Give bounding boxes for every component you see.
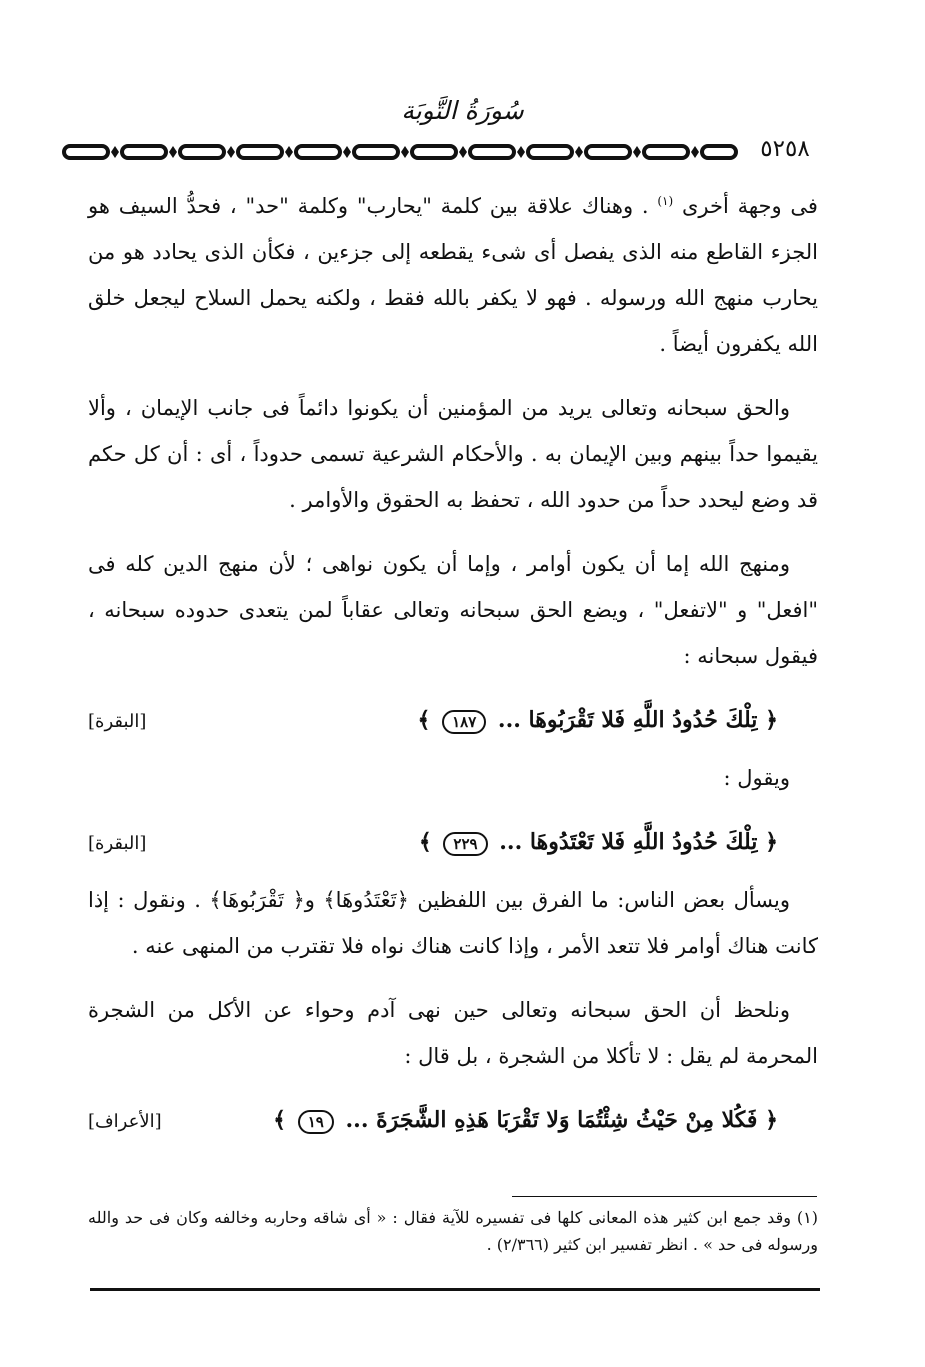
paragraph-5: ونلحظ أن الحق سبحانه وتعالى حين نهى آدم وحواء عن الأكل من الشجرة المحرمة لم يقل : لا تأكلا من الشجرة ، بل قال : xyxy=(88,998,818,1068)
footnote-ref: (١) xyxy=(657,194,674,208)
says-line: ويقول : xyxy=(723,766,790,790)
paragraph-3: ومنهج الله إما أن يكون أوامر ، وإما أن يكون نواهى ؛ لأن منهج الدين كله فى "افعل" و "لاتفعل" ، ويضع الحق سبحانه وتعالى عقاباً لمن يتعدى حدوده سبحانه ، فيقول سبحانه : xyxy=(88,552,818,668)
main-text xyxy=(88,178,818,1155)
surah-reference: [البقرة] xyxy=(88,711,147,732)
verse-3: ﴿ فَكُلا مِنْ حَيْثُ شِئْتُمَا وَلا تَقْرَبَا هَذِهِ الشَّجَرَةَ ... ١٩ ﴾ [الأعراف] xyxy=(88,1097,818,1155)
surah-title: سُورَةُ التَّوبَة xyxy=(401,96,524,125)
paragraph-1: فى وجهة أخرى $^{(١)}$ . وهناك علاقة بين كلمة "يحارب" وكلمة "حد" ، فحدُّ السيف هو الجزء القاطع منه الذى يفصل أى شىء يقطعه إلى جزءين ، فكأن الذى يحادد هو من يحارب منهج الله ورسوله . فهو لا يكفر بالله فقط ، ولكنه يحمل السلاح ليجعل خلق الله يكفرون أيضاً . xyxy=(88,194,818,356)
verse-text: فَكُلا مِنْ حَيْثُ شِئْتُمَا وَلا تَقْرَبَا هَذِهِ الشَّجَرَةَ ... xyxy=(345,1107,758,1133)
verse-text: تِلْكَ حُدُودُ اللَّهِ فَلا تَعْتَدُوهَا ... xyxy=(499,829,758,855)
verse-2: ﴿ تِلْكَ حُدُودُ اللَّهِ فَلا تَعْتَدُوهَا ... ٢٢٩ ﴾ [البقرة] xyxy=(88,819,818,877)
surah-reference: [الأعراف] xyxy=(88,1111,162,1132)
surah-reference: [البقرة] xyxy=(88,833,147,854)
page-number: ٥٢٥٨ xyxy=(760,136,810,162)
paragraph-2: والحق سبحانه وتعالى يريد من المؤمنين أن يكونوا دائماً فى جانب الإيمان ، وألا يقيموا حداً بينهم وبين الإيمان به . والأحكام الشرعية تسمى حدوداً ، أى : أن كل حكم قد وضع ليحدد حداً من حدود الله ، تحفظ به الحقوق والأوامر . xyxy=(88,396,818,512)
verse-number: ٢٢٩ xyxy=(443,832,487,856)
verse-1: ﴿ تِلْكَ حُدُودُ اللَّهِ فَلا تَقْرَبُوهَا ... ١٨٧ ﴾ [البقرة] xyxy=(88,697,818,755)
bottom-divider xyxy=(90,1288,820,1291)
ornament-border xyxy=(60,140,740,164)
verse-number: ١٨٧ xyxy=(442,710,486,734)
footnote-divider xyxy=(512,1196,817,1197)
paragraph-4: ويسأل بعض الناس: ما الفرق بين اللفظين ﴿تَعْتَدُوهَا﴾ و﴿ تَقْرَبُوهَا﴾ . ونقول : إذا كانت هناك أوامر فلا تتعد الأمر ، وإذا كانت هناك نواه فلا تقترب من المنهى عنه . xyxy=(88,888,818,958)
verse-number: ١٩ xyxy=(298,1110,334,1134)
verse-text: تِلْكَ حُدُودُ اللَّهِ فَلا تَقْرَبُوهَا ... xyxy=(497,707,758,733)
footnote: (١) وقد جمع ابن كثير هذه المعانى كلها فى تفسيره للآية فقال : « أى شاقه وحاربه وخالفه وكان فى حد والله ورسوله فى حد » . انظر تفسير ابن كثير (٢/٣٦٦) . xyxy=(88,1208,819,1254)
